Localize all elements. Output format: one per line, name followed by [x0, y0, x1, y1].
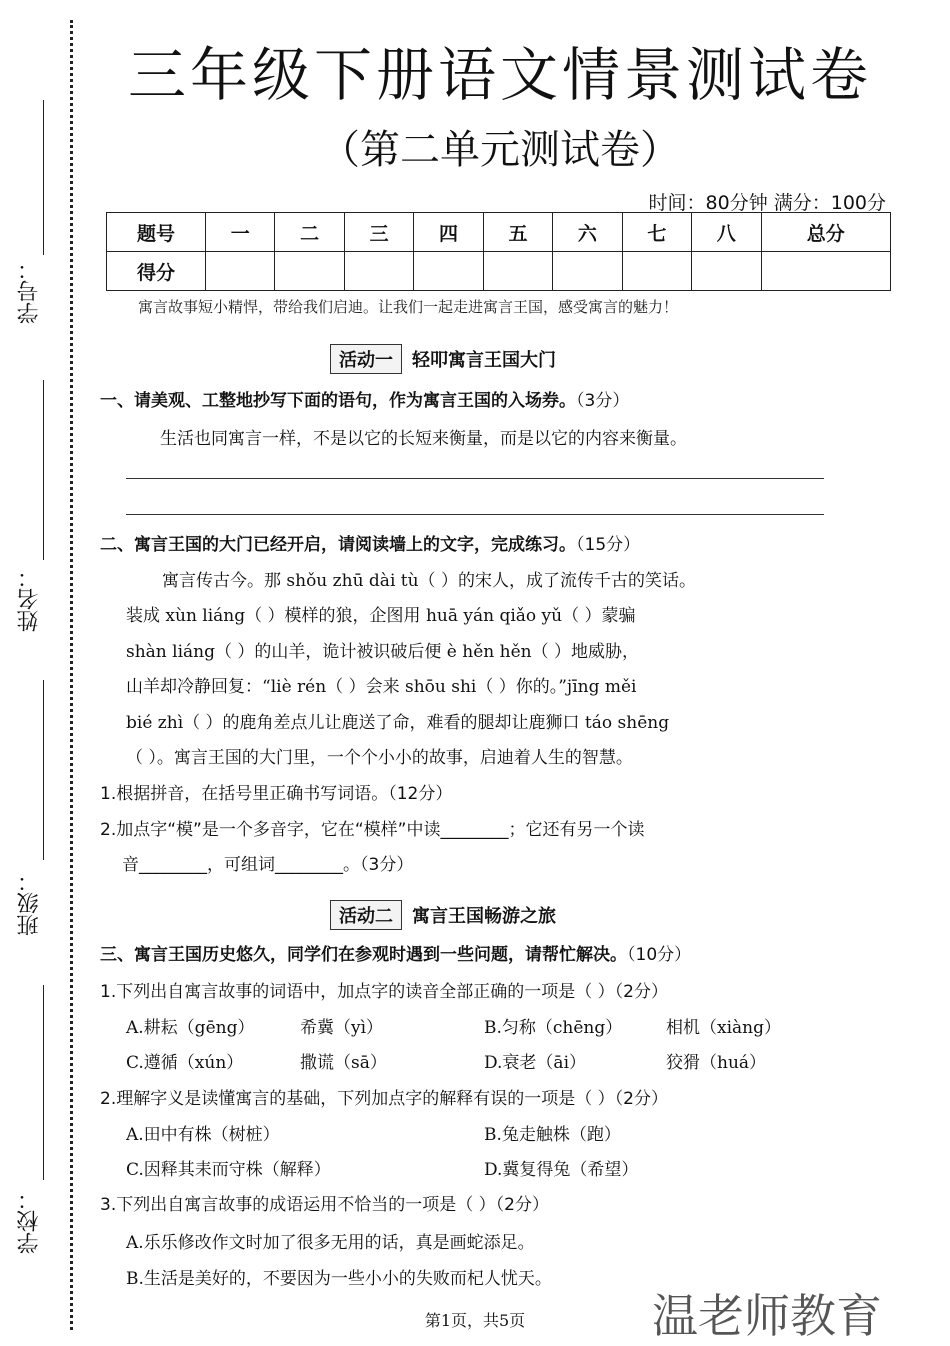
- header-cell: 六: [553, 213, 622, 252]
- question-1-points: （3分）: [576, 391, 630, 411]
- passage-line: shàn liáng（ ）的山羊，诡计被识破后便 è hěn hěn（ ）地威胁，: [126, 642, 639, 662]
- score-cell[interactable]: [553, 252, 622, 291]
- binding-sidebar: [0, 0, 80, 1344]
- question-3-text: 三、寓言王国历史悠久，同学们在参观时遇到一些问题，请帮忙解决。: [100, 945, 627, 965]
- question-2: [100, 530, 640, 555]
- score-cell[interactable]: [344, 252, 413, 291]
- header-cell: 八: [692, 213, 761, 252]
- option-a: A.耕耘（gēng）: [126, 1018, 255, 1038]
- header-cell: 三: [344, 213, 413, 252]
- name-label: 姓名：: [17, 566, 42, 632]
- option-a-2: 希冀（yì）: [300, 1018, 384, 1038]
- score-row-label: 得分: [107, 252, 206, 291]
- exam-meta: 时间：80分钟 满分：100分: [648, 192, 886, 214]
- passage-line: 装成 xùn liáng（ ）模样的狼，企图用 huā yán qiǎo yǔ（ ）蒙骗: [126, 606, 636, 626]
- question-3-sub-1: 1.下列出自寓言故事的词语中，加点字的读音全部正确的一项是（ ）（2分）: [100, 982, 668, 1002]
- header-cell: 一: [206, 213, 275, 252]
- class-label: 班级：: [17, 870, 42, 936]
- header-cell: 五: [483, 213, 552, 252]
- score-cell[interactable]: [692, 252, 761, 291]
- question-1: [100, 386, 629, 411]
- cut-line: [70, 20, 73, 1330]
- score-cell[interactable]: [206, 252, 275, 291]
- option-b: B.兔走触株（跑）: [484, 1125, 621, 1145]
- option-c-2: 撒谎（sā）: [300, 1053, 387, 1073]
- page-subtitle: （第二单元测试卷）: [320, 127, 680, 173]
- score-cell[interactable]: [414, 252, 483, 291]
- question-2-sub-2-cont: 音________，可组词________。（3分）: [122, 855, 414, 875]
- passage-line: 寓言传古今。那 shǒu zhū dài tù（ ）的宋人，成了流传千古的笑话。: [162, 571, 696, 591]
- copy-answer-line-1[interactable]: [126, 478, 824, 479]
- option-d: D.冀复得兔（希望）: [484, 1160, 639, 1180]
- header-cell: 七: [622, 213, 691, 252]
- score-cell[interactable]: [275, 252, 344, 291]
- name-line[interactable]: [43, 380, 44, 560]
- school-label: 学校：: [17, 1188, 42, 1254]
- score-table: [106, 212, 891, 291]
- student-id-line[interactable]: [43, 100, 44, 255]
- watermark: 温老师教育: [652, 1289, 882, 1343]
- question-2-sub-2: 2.加点字“模”是一个多音字，它在“模样”中读________；它还有另一个读: [100, 820, 645, 840]
- header-cell: 二: [275, 213, 344, 252]
- question-3-sub-3: 3.下列出自寓言故事的成语运用不恰当的一项是（ ）（2分）: [100, 1195, 549, 1215]
- activity-1-heading: [330, 344, 556, 374]
- question-3: [100, 940, 691, 965]
- activity-2-title: 寓言王国畅游之旅: [412, 906, 556, 927]
- option-d-2: 狡猾（huá）: [666, 1053, 767, 1073]
- copy-sentence: 生活也同寓言一样，不是以它的长短来衡量，而是以它的内容来衡量。: [160, 429, 687, 449]
- option-b: B.匀称（chēng）: [484, 1018, 623, 1038]
- activity-2-tag: 活动二: [330, 900, 402, 930]
- question-3-sub-2: 2.理解字义是读懂寓言的基础，下列加点字的解释有误的一项是（ ）（2分）: [100, 1089, 668, 1109]
- score-cell[interactable]: [483, 252, 552, 291]
- option-b: B.生活是美好的，不要因为一些小小的失败而杞人忧天。: [126, 1269, 552, 1289]
- question-2-text: 二、寓言王国的大门已经开启，请阅读墙上的文字，完成练习。: [100, 535, 576, 555]
- header-cell: 题号: [107, 213, 206, 252]
- option-c: C.因释其耒而守株（解释）: [126, 1160, 331, 1180]
- passage-line: bié zhì（ ）的鹿角差点儿让鹿送了命，难看的腿却让鹿狮口 táo shēng: [126, 713, 670, 733]
- copy-answer-line-2[interactable]: [126, 514, 824, 515]
- question-1-text: 一、请美观、工整地抄写下面的语句，作为寓言王国的入场券。: [100, 391, 576, 411]
- activity-1-title: 轻叩寓言王国大门: [412, 350, 556, 371]
- page-footer: 第1页，共5页: [424, 1311, 526, 1330]
- score-table-header: [107, 213, 891, 252]
- school-line[interactable]: [43, 985, 44, 1180]
- passage-line: （ ）。寓言王国的大门里，一个个小小的故事，启迪着人生的智慧。: [126, 748, 633, 768]
- class-line[interactable]: [43, 680, 44, 860]
- option-a: A.田中有株（树桩）: [126, 1125, 280, 1145]
- activity-2-heading: [330, 900, 556, 930]
- activity-1-tag: 活动一: [330, 344, 402, 374]
- question-3-points: （10分）: [627, 945, 692, 965]
- question-2-points: （15分）: [576, 535, 641, 555]
- score-cell[interactable]: [761, 252, 891, 291]
- intro-text: 寓言故事短小精悍，带给我们启迪。让我们一起走进寓言王国，感受寓言的魅力！: [138, 298, 679, 316]
- passage-line: 山羊却冷静回复：“liè rén（ ）会来 shōu shi（ ）你的。”jīng měi: [126, 677, 637, 697]
- page-title: 三年级下册语文情景测试卷: [127, 41, 872, 109]
- question-2-sub-1: 1.根据拼音，在括号里正确书写词语。（12分）: [100, 784, 453, 804]
- option-a: A.乐乐修改作文时加了很多无用的话，真是画蛇添足。: [126, 1233, 535, 1253]
- student-id-label: 学号：: [17, 258, 42, 324]
- option-d: D.衰老（āi）: [484, 1053, 586, 1073]
- option-b-2: 相机（xiàng）: [666, 1018, 781, 1038]
- header-cell: 四: [414, 213, 483, 252]
- option-c: C.遵循（xún）: [126, 1053, 244, 1073]
- score-cell[interactable]: [622, 252, 691, 291]
- header-cell: 总分: [761, 213, 891, 252]
- score-row: [107, 252, 891, 291]
